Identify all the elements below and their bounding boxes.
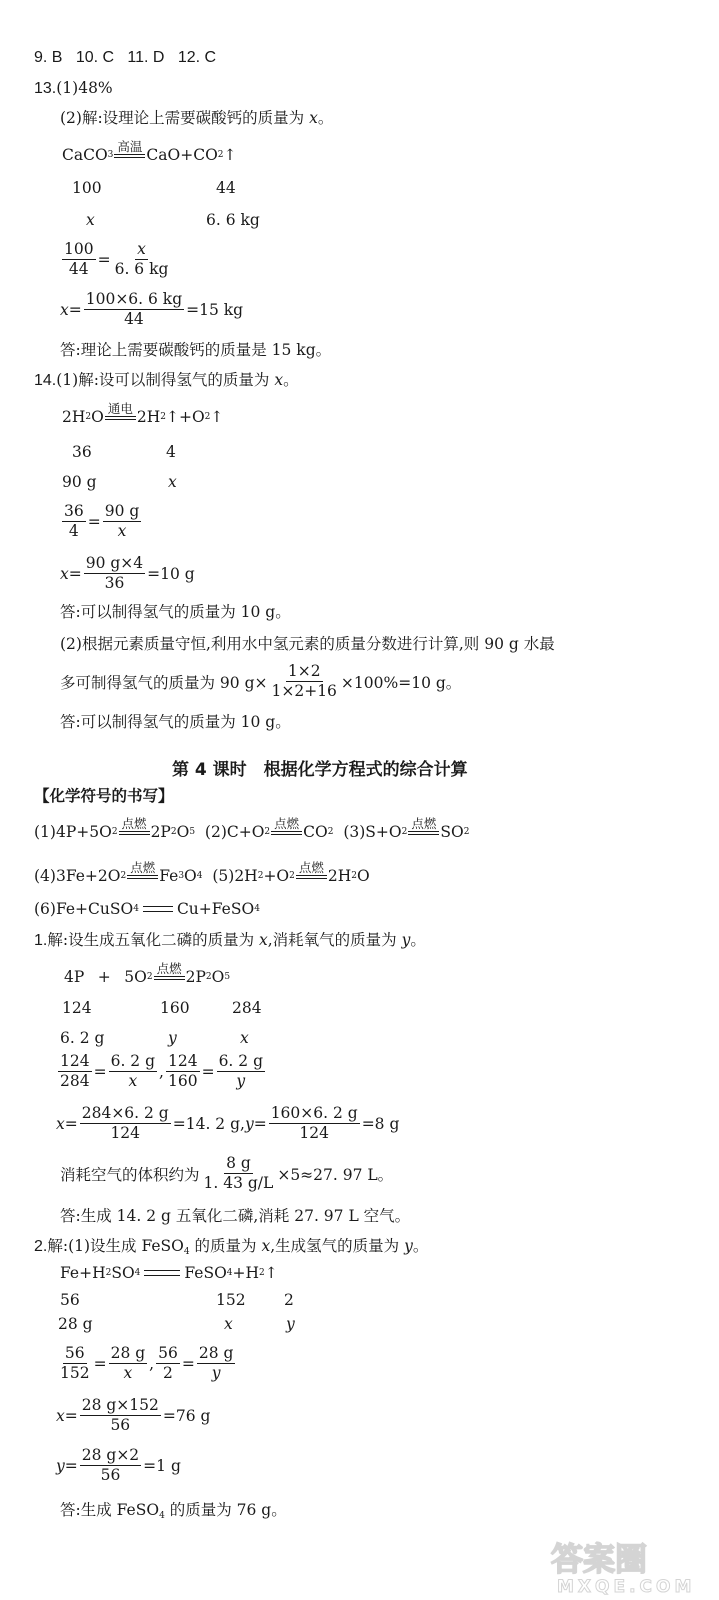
q1-intro: 1.解:设生成五氧化二磷的质量为 x,消耗氧气的质量为 y。: [34, 931, 426, 949]
q13-solve: x= $\frac{100\times 6. 6 kg}{44}$ =15 kg: [60, 290, 244, 328]
q2-solve-x: x= $\frac{28 g\times 152}{56}$ =76 g: [56, 1396, 211, 1434]
answer-10: 10. C: [75, 49, 115, 66]
q2-val-y: y: [286, 1315, 295, 1333]
q1-val-y: y: [168, 1029, 177, 1047]
q2-answer: 答:生成 FeSO$_4$ 的质量为 76 g。: [60, 1501, 287, 1521]
symbol-row-2: (4)3Fe+2O 2 点燃 Fe 3 O 4 (5)2H 2 +O 2 点燃 2H 2 O: [34, 860, 370, 885]
q13-equation: CaCO 3 高温 CaO+CO 2 ↑: [62, 139, 237, 164]
q14-mass-b: 4: [166, 443, 176, 461]
q1-val-x: x: [240, 1029, 249, 1047]
q14-solve: x= $\frac{90 g\times 4}{36}$ =10 g: [60, 554, 195, 592]
q14-part2-line1: (2)根据元素质量守恒,利用水中氢元素的质量分数进行计算,则 90 g 水最: [60, 635, 555, 653]
symbol-row-3: (6)Fe+CuSO 4 Cu+FeSO 4: [34, 900, 260, 918]
q14-val-b: x: [168, 473, 177, 491]
q1-solve: x= $\frac{284\times 6. 2 g}{124}$ =14. 2 g, y= $\frac{160\times 6. 2 g}{124}$ =8 g: [56, 1104, 400, 1142]
condition-electrolysis: 通电: [105, 402, 136, 420]
q1-equation: 4P + 5O 2 点燃 2P 2 O 5: [64, 961, 231, 986]
q1-air-volume: 消耗空气的体积约为 $\frac{8 g}{1. 43 g/L}$ ×5≈27. 97 L。: [60, 1154, 394, 1192]
q13-mass-b: 44: [216, 179, 236, 197]
q1-answer: 答:生成 14. 2 g 五氧化二磷,消耗 27. 97 L 空气。: [60, 1207, 411, 1225]
answer-12: 12. C: [177, 49, 217, 66]
q13-val-a: x: [86, 211, 95, 229]
symbol-row-1: (1)4P+5O 2 点燃 2P 2 O 5 (2)C+O 2 点燃 CO 2 (3)S+O 2 点燃 SO 2: [34, 816, 470, 841]
section-title: 第 4 课时 根据化学方程式的综合计算: [172, 760, 468, 780]
q13-answer: 答:理论上需要碳酸钙的质量是 15 kg。: [60, 341, 332, 359]
q13-part1: 13.(1)48%: [34, 79, 113, 97]
q14-answer1: 答:可以制得氢气的质量为 10 g。: [60, 603, 291, 621]
watermark-logo: [543, 1534, 713, 1596]
q13-ratio: $\frac{100}{44}$ = $\frac{x}{6. 6 kg}$: [64, 240, 169, 278]
condition-high-temp: 高温: [114, 140, 145, 158]
watermark-text-1: 答案圈: [551, 1540, 648, 1578]
q2-val-fe: 28 g: [58, 1315, 93, 1333]
q2-equation: Fe+H 2 SO 4 FeSO 4 +H 2 ↑: [60, 1264, 278, 1282]
q14-part1-intro: 14.(1)解:设可以制得氢气的质量为 x。: [34, 371, 299, 389]
answers-9-12: [34, 48, 216, 68]
q2-intro: 2.解:(1)设生成 FeSO$_4$ 的质量为 x,生成氢气的质量为 y。: [34, 1237, 429, 1257]
q14-ratio: $\frac{36}{4}$ = $\frac{90 g}{x}$: [64, 502, 140, 540]
q14-equation: 2H 2 O 通电 2H 2 ↑+O 2 ↑: [62, 401, 224, 426]
q2-mass-fe: 56: [60, 1291, 80, 1309]
q1-mass-o2: 160: [160, 999, 190, 1017]
q2-mass-h2: 2: [284, 1291, 294, 1309]
q13-val-b: 6. 6 kg: [206, 211, 260, 229]
watermark-graphic: [543, 1534, 713, 1596]
q13-mass-a: 100: [72, 179, 102, 197]
q2-ratio: $\frac{56}{152}$ = $\frac{28 g}{x}$ , $\frac{56}{2}$ = $\frac{28 g}{y}$: [60, 1344, 234, 1382]
q1-mass-p2o5: 284: [232, 999, 262, 1017]
q14-val-a: 90 g: [62, 473, 97, 491]
q2-mass-feso4: 152: [216, 1291, 246, 1309]
q14-mass-a: 36: [72, 443, 92, 461]
section-subtitle: 【化学符号的书写】: [34, 787, 174, 805]
q1-mass-p: 124: [62, 999, 92, 1017]
q1-val-p: 6. 2 g: [60, 1029, 105, 1047]
q2-solve-y: y= $\frac{28 g\times 2}{56}$ =1 g: [56, 1446, 181, 1484]
watermark-text-2: MXQE.COM: [557, 1577, 696, 1596]
answer-9: 9. B: [34, 49, 63, 66]
q1-ratio: $\frac{124}{284}$ = $\frac{6. 2 g}{x}$ , $\frac{124}{160}$ = $\frac{6. 2 g}{y}$: [60, 1052, 263, 1090]
q2-val-x: x: [224, 1315, 233, 1333]
q13-part2-intro: (2)解:设理论上需要碳酸钙的质量为 x。: [60, 109, 334, 127]
q14-answer2: 答:可以制得氢气的质量为 10 g。: [60, 713, 291, 731]
q14-part2-line2: 多可制得氢气的质量为 90 g× $\frac{1\times 2}{1\times 2+16}$ ×100%=10 g。: [60, 662, 462, 700]
answer-11: 11. D: [127, 49, 165, 66]
